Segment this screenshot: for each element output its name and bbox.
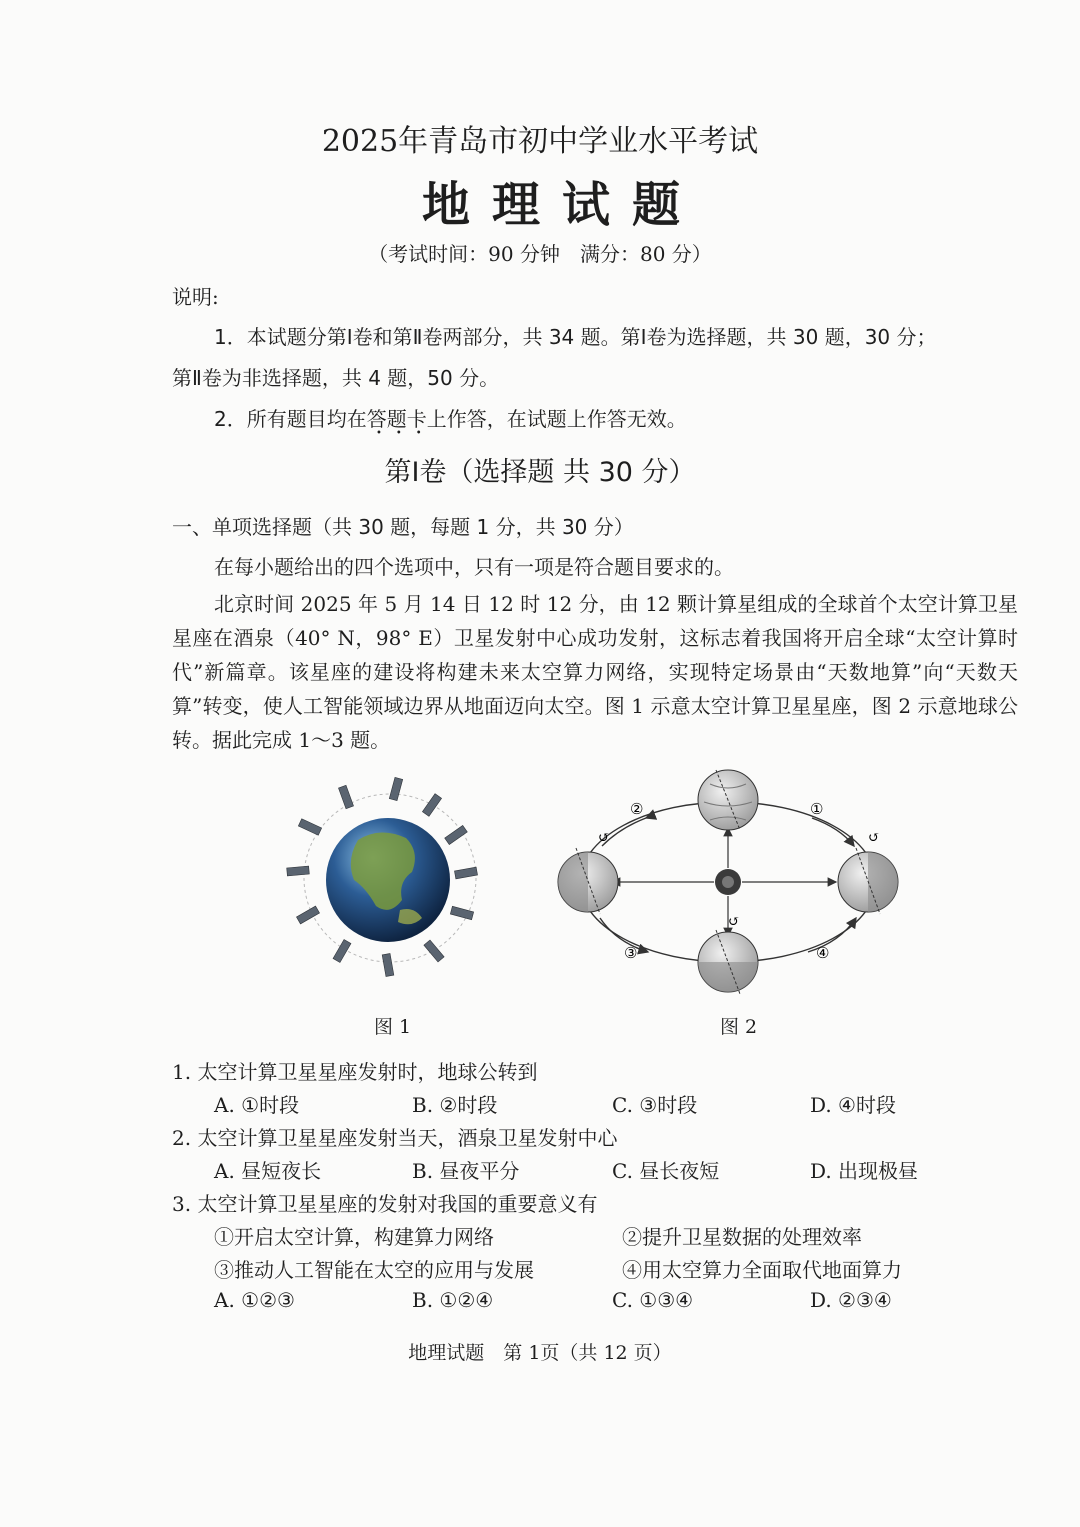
figure-2-caption: 图 2 [720, 1016, 758, 1038]
page-footer: 地理试题 第 1页（共 12 页） [408, 1342, 672, 1364]
q1-option-a: A. ①时段 [214, 1093, 300, 1117]
q3-option-d: D. ②③④ [810, 1288, 892, 1312]
q3-statement-3: ③推动人工智能在太空的应用与发展 [214, 1258, 534, 1282]
orbit-arrow-icon [812, 818, 854, 846]
period-label-3: ③ [624, 944, 638, 962]
rule-1-line-2: 第Ⅱ卷为非选择题，共 4 题，50 分。 [172, 366, 500, 390]
satellite-icon [389, 777, 402, 800]
rule-2: 2．所有题目均在答题卡上作答，在试题上作答无效。 [214, 407, 687, 431]
earth-position-left [558, 830, 618, 914]
q3-statement-1: ①开启太空计算，构建算力网络 [214, 1225, 494, 1249]
svg-text:↺: ↺ [728, 914, 740, 930]
period-label-4: ④ [816, 944, 830, 962]
q2-option-c: C. 昼长夜短 [612, 1159, 720, 1183]
exam-info: （考试时间：90 分钟 满分：80 分） [368, 242, 712, 266]
q2-option-b: B. 昼夜平分 [412, 1159, 520, 1183]
subject-title: 地理试题 [421, 177, 702, 233]
q3-option-b: B. ①②④ [412, 1288, 494, 1312]
earth-position-bottom [698, 914, 758, 994]
earth-position-right [838, 830, 898, 914]
satellite-icon [338, 785, 353, 808]
q2-option-a: A. 昼短夜长 [214, 1159, 322, 1183]
earth-position-top [698, 770, 758, 830]
q3-statement-2: ②提升卫星数据的处理效率 [622, 1225, 862, 1249]
question-2-stem: 2. 太空计算卫星星座发射当天，酒泉卫星发射中心 [172, 1126, 618, 1150]
svg-text:↺: ↺ [868, 830, 880, 846]
q1-option-c: C. ③时段 [612, 1093, 698, 1117]
figure-1-constellation [280, 760, 500, 990]
section-title: 第Ⅰ卷（选择题 共 30 分） [384, 457, 696, 488]
question-3-stem: 3. 太空计算卫星星座的发射对我国的重要意义有 [172, 1192, 598, 1216]
period-label-2: ② [630, 800, 644, 818]
emphasis-dots: ••• [376, 428, 436, 439]
rule-1-line-1: 1．本试题分第Ⅰ卷和第Ⅱ卷两部分，共 34 题。第Ⅰ卷为选择题，共 30 题，30 分； [214, 325, 937, 349]
q1-option-d: D. ④时段 [810, 1093, 896, 1117]
satellite-icon [454, 867, 477, 879]
question-1-stem: 1. 太空计算卫星星座发射时，地球公转到 [172, 1060, 538, 1084]
passage: 北京时间 2025 年 5 月 14 日 12 时 12 分，由 12 颗计算星组成的全球首个太空计算卫星星座在酒泉（40° N，98° E）卫星发射中心成功发射，这标志着我国将开启全球“太空计算时代”新篇章。该星座的建设将构建未来太空算力网络，实现特定场景由“天数地算”向“天数天算”转变，使人工智能领域边界从地面迈向太空。图 1 示意太空计算卫星星座，图 2 示意地球公转。据此完成 1～3 题。 [172, 592, 1018, 752]
period-label-1: ① [810, 800, 824, 818]
part-title: 一、单项选择题（共 30 题，每题 1 分，共 30 分） [172, 515, 634, 539]
q3-option-a: A. ①②③ [214, 1288, 295, 1312]
svg-text:↺: ↺ [598, 830, 610, 846]
satellite-icon [298, 819, 321, 836]
figure-1-caption: 图 1 [374, 1016, 412, 1038]
satellite-icon [287, 866, 310, 876]
exam-title: 2025年青岛市初中学业水平考试 [321, 124, 759, 159]
satellite-icon [382, 953, 394, 976]
q1-option-b: B. ②时段 [412, 1093, 498, 1117]
q2-option-d: D. 出现极昼 [810, 1159, 919, 1183]
q3-statement-4: ④用太空算力全面取代地面算力 [622, 1258, 902, 1282]
notes-heading: 说明: [172, 285, 219, 309]
satellite-icon [424, 940, 444, 962]
q3-option-c: C. ①③④ [612, 1288, 694, 1312]
satellite-icon [422, 794, 441, 817]
figure-2-revolution [550, 762, 910, 1002]
satellite-icon [296, 906, 319, 924]
instruction: 在每小题给出的四个选项中，只有一项是符合题目要求的。 [214, 555, 734, 579]
